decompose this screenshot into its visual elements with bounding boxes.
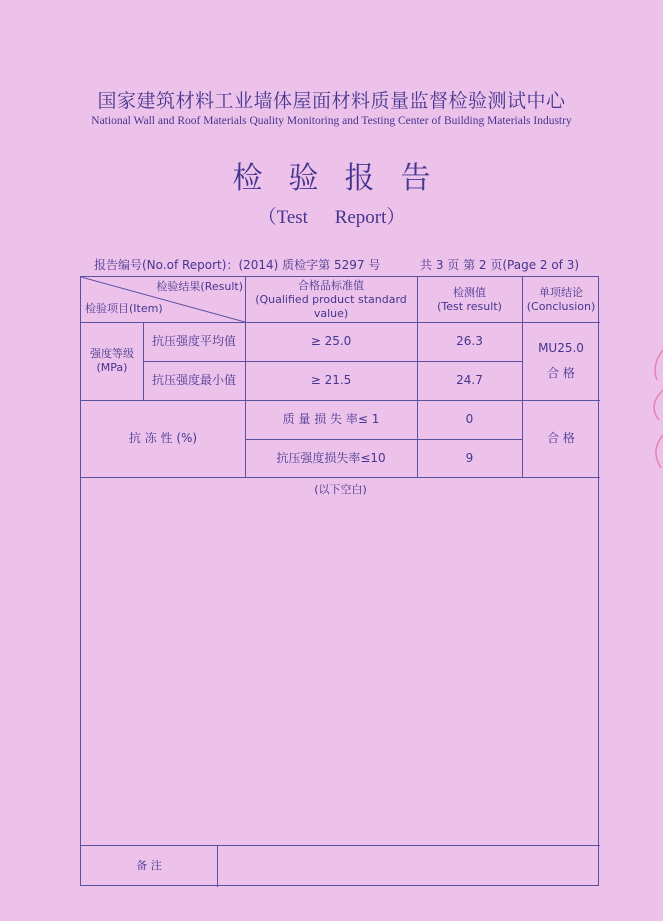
item-compressive-min: 抗压强度最小值 — [151, 373, 236, 387]
strength-grade-label — [81, 322, 143, 400]
report-number: 报告编号(No.of Report)：(2014) 质检字第 5297 号 — [94, 258, 381, 272]
header-result-en: (Test result) — [437, 300, 502, 313]
result-strength-loss: 9 — [465, 450, 474, 465]
table-rule — [81, 477, 600, 478]
standard-strength-loss: 抗压强度损失率≤10 — [276, 450, 386, 465]
conclusion-strength-text: 合 格 — [547, 366, 575, 380]
standard-compressive-min: ≥ 21.5 — [310, 373, 352, 387]
header-standard — [245, 279, 417, 321]
header-result — [417, 279, 522, 321]
header-conclusion — [522, 279, 600, 321]
header-result-label: 检验结果(Result) — [156, 280, 243, 294]
header-standard-en: (Qualified product standard value) — [255, 293, 407, 320]
report-title-cn: 检验报告 — [232, 161, 457, 196]
result-compressive-mean: 26.3 — [456, 334, 483, 348]
header-standard-cn: 合格品标准值 — [298, 279, 364, 293]
page-indicator: 共 3 页 第 2 页(Page 2 of 3) — [420, 258, 580, 272]
freeze-resistance-label: 抗 冻 性 (%) — [128, 431, 198, 445]
header-conclusion-cn: 单项结论 — [539, 286, 583, 300]
report-title-en: （Test Report） — [257, 207, 406, 228]
standard-mass-loss: 质 量 损 失 率≤ 1 — [282, 412, 380, 426]
organization-name-cn: 国家建筑材料工业墙体屋面材料质量监督检验测试中心 — [97, 90, 566, 112]
strength-grade-text: 强度等级 — [90, 347, 134, 361]
conclusion-grade: MU25.0 — [538, 341, 584, 355]
remarks-label: 备 注 — [136, 859, 162, 873]
results-table — [80, 276, 599, 886]
conclusion-strength — [522, 322, 600, 400]
strength-grade-unit: (MPa) — [96, 361, 128, 374]
seal-stamp-fragment — [649, 350, 663, 470]
conclusion-freeze: 合 格 — [547, 431, 575, 445]
header-item-label: 检验项目(Item) — [85, 302, 163, 316]
remarks-value — [217, 845, 600, 887]
result-mass-loss: 0 — [465, 412, 474, 426]
header-result-cn: 检测值 — [453, 286, 486, 300]
organization-name-en: National Wall and Roof Materials Quality Monitoring and Testing Center of Building Materials Industry — [91, 115, 572, 127]
blank-below-note: (以下空白) — [314, 483, 367, 497]
header-conclusion-en: (Conclusion) — [526, 300, 596, 313]
standard-compressive-mean: ≥ 25.0 — [310, 334, 352, 348]
result-compressive-min: 24.7 — [456, 373, 483, 387]
item-compressive-mean: 抗压强度平均值 — [151, 334, 236, 348]
